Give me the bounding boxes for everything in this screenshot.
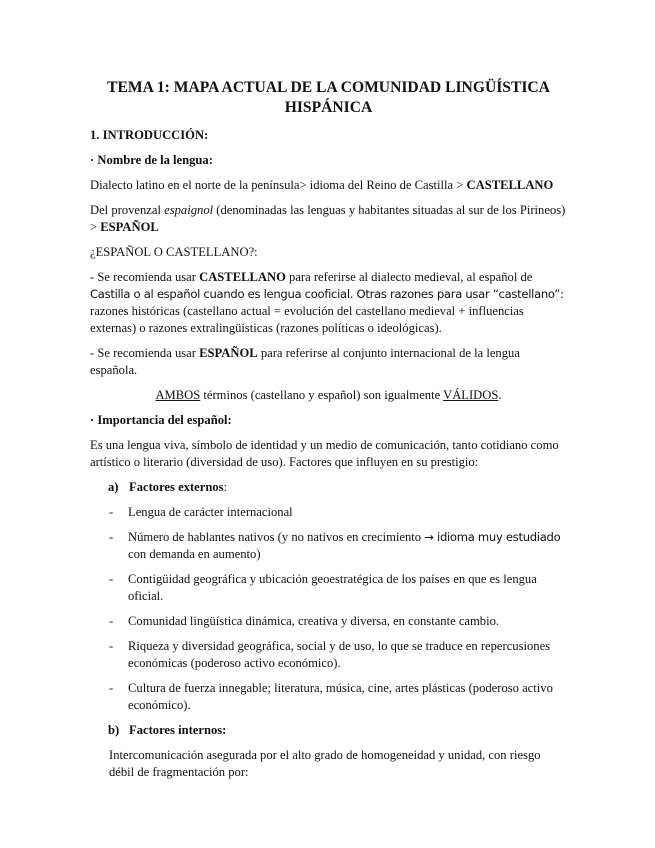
title-line-2: HISPÁNICA bbox=[284, 99, 373, 116]
list-label: a) bbox=[108, 480, 119, 494]
text: - Se recomienda usar bbox=[90, 346, 200, 360]
subheading-nombre-lengua: · Nombre de la lengua: bbox=[90, 153, 213, 167]
text: Dialecto latino en el norte de la península> idioma del Reino de Castilla > bbox=[90, 178, 467, 192]
text: razones históricas (castellano actual = evolución del castellano medieval + influencias externas) o razones extralingüísticas (razones políticas o ideológicas). bbox=[90, 304, 524, 335]
text-sans-segment: Castilla o al español cuando es lengua cooficial. Otras razones para usar “castellano”: bbox=[90, 287, 564, 301]
term-castellano: CASTELLANO bbox=[466, 178, 554, 192]
subsection-title bbox=[129, 479, 227, 496]
subsection-factores-externos bbox=[90, 479, 567, 496]
factores-externos-title: Factores externos bbox=[129, 480, 224, 494]
list-item bbox=[90, 504, 567, 521]
text: Del provenzal bbox=[90, 203, 165, 217]
term-espanol: ESPAÑOL bbox=[100, 220, 159, 234]
term-espanol: ESPAÑOL bbox=[199, 346, 258, 360]
text: para referirse al dialecto medieval, al español de bbox=[285, 270, 533, 284]
list-dash: - bbox=[109, 639, 114, 653]
paragraph-intercomunicacion: Intercomunicación asegurada por el alto grado de homogeneidad y unidad, con riesgo débil de fragmentación por: bbox=[109, 748, 541, 779]
list-item-text: Comunidad lingüística dinámica, creativa y diversa, en constante cambio. bbox=[128, 614, 500, 628]
text: . bbox=[498, 388, 502, 402]
paragraph-ambos-validos bbox=[90, 387, 567, 404]
colon: : bbox=[223, 480, 228, 494]
paragraph-provenzal bbox=[90, 202, 567, 236]
list-dash: - bbox=[109, 505, 114, 519]
list-item bbox=[90, 613, 567, 630]
text: (denominadas las lenguas y habitantes situadas al sur de los Pirineos) > bbox=[90, 203, 566, 234]
list-dash: - bbox=[109, 681, 114, 695]
paragraph-lengua-viva: Es una lengua viva, símbolo de identidad y un medio de comunicación, tanto cotidiano como artístico o literario (diversidad de uso). Factores que influyen en su prestigio: bbox=[90, 438, 559, 469]
term-validos: VÁLIDOS bbox=[443, 388, 499, 402]
text: términos (castellano y español) son igualmente bbox=[200, 388, 444, 402]
list-item-text: Contigüidad geográfica y ubicación geoestratégica de los países en que es lengua oficial. bbox=[128, 572, 537, 603]
list-dash: - bbox=[109, 614, 114, 628]
list-item bbox=[90, 680, 567, 714]
term-castellano: CASTELLANO bbox=[199, 270, 286, 284]
list-item-text: Lengua de carácter internacional bbox=[128, 505, 293, 519]
title-line-1: TEMA 1: MAPA ACTUAL DE LA COMUNIDAD LINGÜÍSTICA bbox=[107, 79, 550, 96]
list-dash: - bbox=[109, 572, 114, 586]
text: con demanda en aumento) bbox=[128, 547, 261, 561]
factores-internos-title: Factores internos: bbox=[129, 723, 227, 737]
subsection-factores-internos bbox=[90, 722, 567, 739]
term-ambos: AMBOS bbox=[155, 388, 201, 402]
list-label: b) bbox=[108, 723, 120, 737]
question-espanol-castellano: ¿ESPAÑOL O CASTELLANO?: bbox=[90, 245, 258, 259]
list-item bbox=[90, 638, 567, 672]
paragraph-recomienda-espanol bbox=[90, 345, 567, 379]
list-item-text bbox=[128, 529, 567, 563]
list-dash: - bbox=[109, 530, 114, 544]
paragraph-dialecto-latino bbox=[90, 177, 567, 194]
list-item bbox=[90, 529, 567, 563]
section-heading-introduccion: 1. INTRODUCCIÓN: bbox=[90, 128, 209, 142]
paragraph-recomienda-castellano bbox=[90, 269, 567, 337]
list-item-text: Riqueza y diversidad geográfica, social y de uso, lo que se traduce en repercusiones económicas (poderoso activo económico). bbox=[128, 639, 551, 670]
text-sans-segment: → idioma muy estudiado bbox=[424, 530, 561, 544]
subheading-importancia: · Importancia del español: bbox=[90, 413, 232, 427]
text: - Se recomienda usar bbox=[90, 270, 200, 284]
term-espaignol: espaignol bbox=[164, 203, 214, 217]
list-item bbox=[90, 571, 567, 605]
text: Número de hablantes nativos (y no nativos en crecimiento bbox=[128, 530, 425, 544]
text: para referirse al conjunto internacional de la lengua española. bbox=[90, 346, 520, 377]
document-title bbox=[90, 0, 567, 118]
list-item-text: Cultura de fuerza innegable; literatura, música, cine, artes plásticas (poderoso activo económico). bbox=[128, 681, 553, 712]
